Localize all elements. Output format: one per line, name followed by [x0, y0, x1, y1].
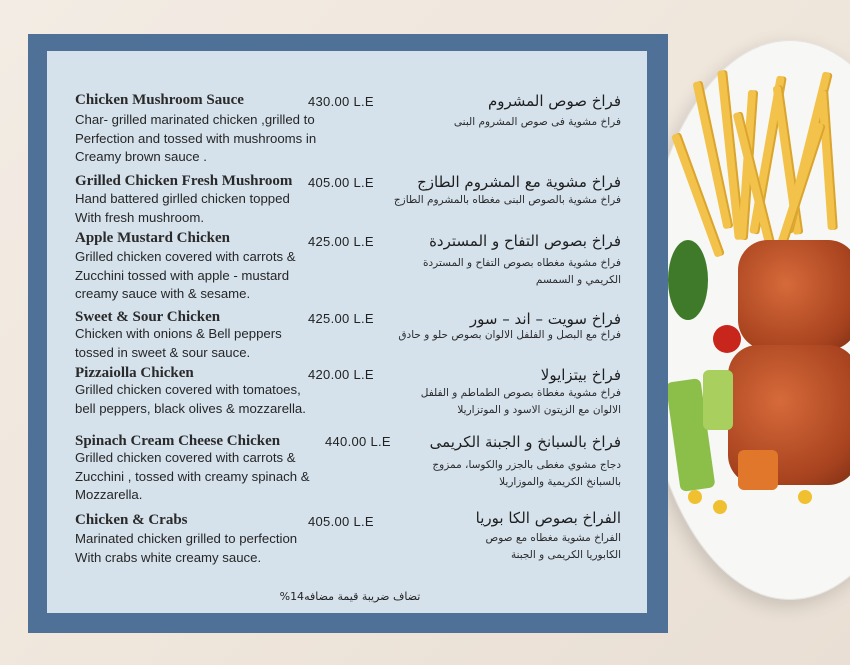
item-desc-en: Marinated chicken grilled to perfection With crabs white creamy sauce. — [75, 531, 298, 565]
item-title-ar: فراخ بيتزايولا — [540, 366, 621, 384]
item-title-ar: فراخ سويت – اند – سور — [469, 310, 621, 328]
item-title-ar: فراخ بصوص التفاح و المستردة — [429, 232, 621, 250]
item-price: 425.00 L.E — [308, 311, 374, 326]
item-title-en: Pizzaiolla Chicken — [75, 365, 194, 381]
item-desc-en: Chicken with onions & Bell peppers tossed in sweet & sour sauce. — [75, 326, 282, 360]
item-price: 440.00 L.E — [325, 434, 391, 449]
item-desc-ar: فراخ مشوية فى صوص المشروم البنى — [453, 116, 621, 128]
item-title-ar: فراخ صوص المشروم — [487, 92, 621, 110]
item-desc-ar: دجاج مشوي مغطى بالجزر والكوسا، ممزوج بالسبانخ الكريمية والموزاريلا — [432, 459, 621, 488]
food-photo — [668, 70, 850, 530]
item-desc-en: Grilled chicken covered with carrots & Zucchini , tossed with creamy spinach & Mozzarella. — [75, 450, 310, 502]
item-title-ar: الفراخ بصوص الكا بوريا — [475, 509, 621, 527]
item-price: 405.00 L.E — [308, 514, 374, 529]
item-desc-ar: فراخ مع البصل و الفلفل الالوان بصوص حلو و حادق — [398, 329, 621, 341]
item-title-en: Chicken & Crabs — [75, 512, 188, 528]
item-title-en: Apple Mustard Chicken — [75, 230, 231, 246]
item-desc-en: Hand battered girlled chicken topped With fresh mushroom. — [75, 191, 290, 225]
item-desc-en: Grilled chicken covered with carrots & Zucchini tossed with apple - mustard creamy sauce with & sesame. — [75, 249, 296, 301]
item-title-en: Grilled Chicken Fresh Mushroom — [75, 173, 293, 189]
item-title-en: Spinach Cream Cheese Chicken — [75, 433, 281, 449]
tax-note: تضاف ضريبة قيمة مضافه14% — [279, 590, 421, 603]
item-price: 430.00 L.E — [308, 94, 374, 109]
item-title-ar: فراخ بالسبانخ و الجبنة الكريمى — [429, 433, 621, 451]
item-desc-ar: فراخ مشوية مغطاة بصوص الطماطم و الفلفل الالوان مع الزيتون الاسود و الموتزاريلا — [420, 387, 621, 416]
item-price: 425.00 L.E — [308, 234, 374, 249]
item-desc-ar: فراخ مشوية مغطاه بصوص التفاح و المستردة الكريمي و السمسم — [423, 257, 621, 286]
item-title-en: Chicken Mushroom Sauce — [75, 92, 244, 108]
item-desc-ar: فراخ مشوية بالصوص البنى مغطاه بالمشروم الطازج — [393, 194, 621, 206]
item-desc-ar: الفراخ مشوية مغطاه مع صوص الكابوريا الكريمى و الجبنة — [485, 532, 621, 561]
item-desc-en: Grilled chicken covered with tomatoes, bell peppers, black olives & mozzarella. — [75, 382, 306, 416]
item-price: 420.00 L.E — [308, 367, 374, 382]
item-price: 405.00 L.E — [308, 175, 374, 190]
item-title-en: Sweet & Sour Chicken — [75, 309, 221, 325]
item-title-ar: فراخ مشوية مع المشروم الطازج — [417, 173, 621, 191]
item-desc-en: Char- grilled marinated chicken ,grilled to Perfection and tossed with mushrooms in Creamy brown sauce . — [75, 112, 317, 164]
